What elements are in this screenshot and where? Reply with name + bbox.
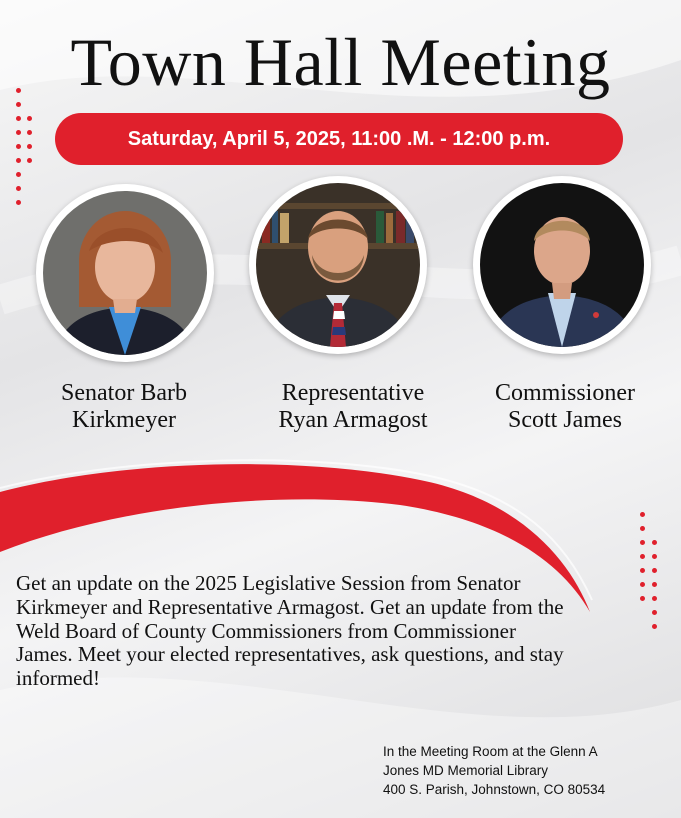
speaker-3-portrait-illustration xyxy=(480,183,644,347)
speaker-3-photo xyxy=(473,176,651,354)
decorative-dots-right xyxy=(638,512,662,637)
speaker-1-photo xyxy=(36,184,214,362)
speaker-2-title-line: Representative xyxy=(281,380,425,406)
venue-address: 400 S. Parish, Johnstown, CO 80534 xyxy=(383,782,606,797)
decorative-dots-left xyxy=(14,88,34,218)
speaker-2-portrait-illustration xyxy=(256,183,420,347)
speaker-2-name xyxy=(243,380,463,434)
date-time-text: Saturday, April 5, 2025, 11:00 .M. - 12:00 p.m. xyxy=(127,127,551,150)
speaker-3-title-line: Commissioner xyxy=(494,380,635,406)
date-time-banner xyxy=(55,113,623,165)
speaker-2-photo xyxy=(249,176,427,354)
venue-line-1: In the Meeting Room at the Glenn A xyxy=(383,744,598,759)
speaker-1-portrait-illustration xyxy=(43,191,207,355)
speaker-1-title-line: Senator Barb xyxy=(61,380,187,406)
speaker-1-name-line: Kirkmeyer xyxy=(72,407,176,433)
venue-info xyxy=(383,742,673,799)
page-title: Town Hall Meeting xyxy=(70,24,611,100)
venue-line-2: Jones MD Memorial Library xyxy=(383,763,549,778)
speaker-3-name-line: Scott James xyxy=(508,407,622,433)
speaker-2-name-line: Ryan Armagost xyxy=(278,407,428,433)
event-description: Get an update on the 2025 Legislative Session from Senator Kirkmeyer and Representative Armagost. Get an update from the Weld Board of County Commissioners from Commissioner James. Meet your elected representatives, ask questions, and stay informed! xyxy=(16,571,564,691)
speaker-3-name xyxy=(455,380,675,434)
speaker-1-name xyxy=(14,380,234,434)
